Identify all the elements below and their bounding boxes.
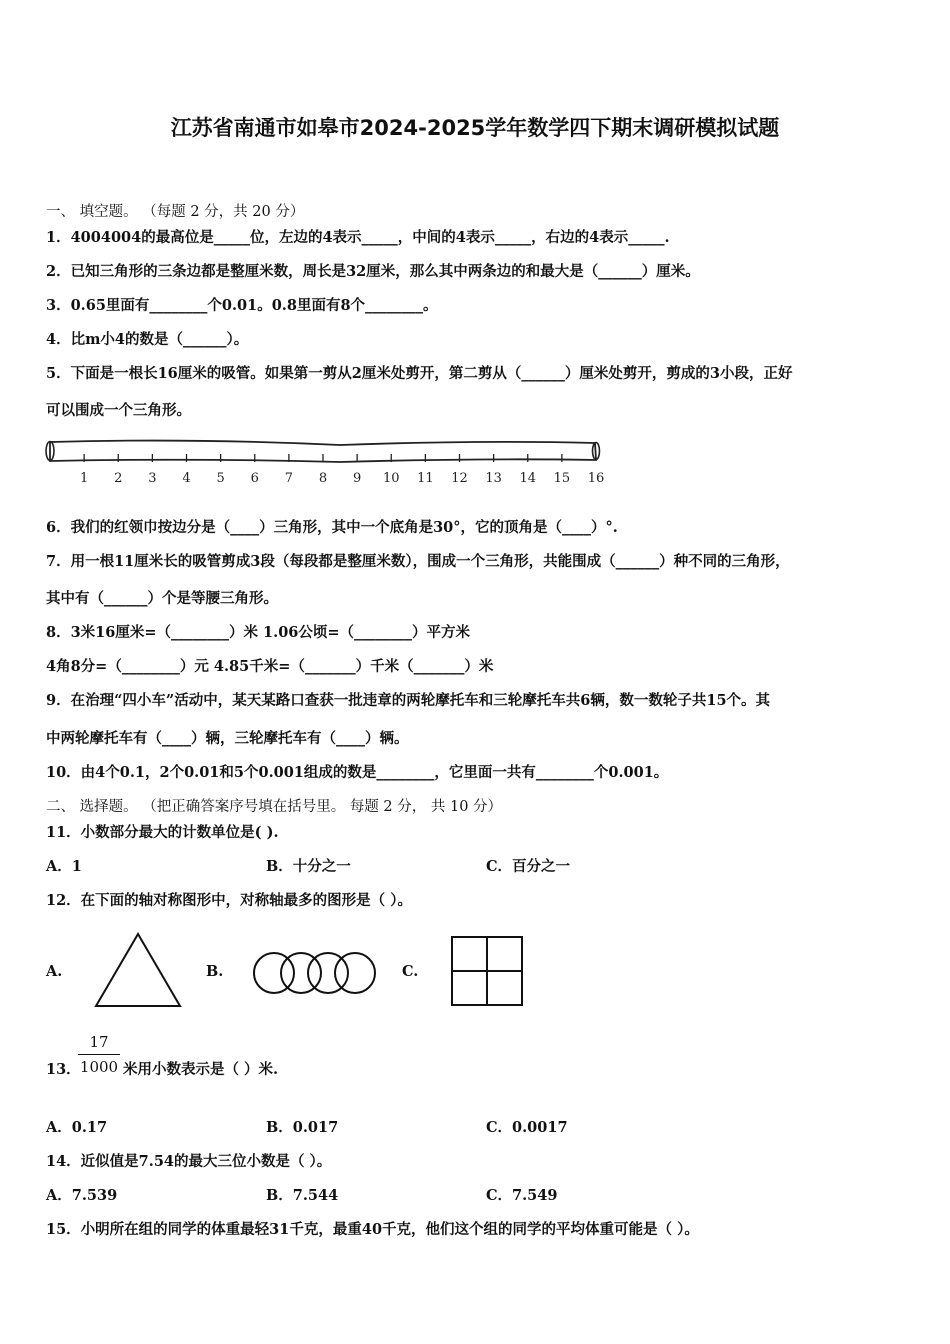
fraction-17-over-1000 xyxy=(78,1032,120,1077)
question-10: 10．由4个0.1，2个0.01和5个0.001组成的数是________，它里面一共有________个0.001。 xyxy=(46,764,669,781)
straw-label-9: 9 xyxy=(352,471,362,486)
fraction-denominator: 1000 xyxy=(79,1058,119,1076)
question-14-stem: 14．近似值是7.54的最大三位小数是（ ）。 xyxy=(46,1153,332,1170)
question-7-line2: 其中有（______）个是等腰三角形。 xyxy=(46,590,278,607)
question-6: 6．我们的红领巾按边分是（____）三角形，其中一个底角是30°，它的顶角是（____）°. xyxy=(46,519,618,536)
question-11-stem: 11．小数部分最大的计数单位是( ). xyxy=(46,824,279,841)
page-title: 江苏省南通市如皋市2024-2025学年数学四下期末调研模拟试题 xyxy=(170,116,780,140)
straw-label-4: 4 xyxy=(182,471,191,486)
triangle-figure xyxy=(92,930,184,1010)
question-5-line1: 5．下面是一根长16厘米的吸管。如果第一剪从2厘米处剪开，第二剪从（______）厘米处剪开，剪成的3小段，正好 xyxy=(46,365,793,382)
straw-label-11: 11 xyxy=(417,471,434,486)
question-9-line2: 中两轮摩托车有（____）辆，三轮摩托车有（____）辆。 xyxy=(46,730,409,747)
question-14-option-c[interactable]: C．7.549 xyxy=(486,1187,558,1204)
question-13-option-b[interactable]: B．0.017 xyxy=(266,1119,339,1136)
question-3: 3．0.65里面有________个0.01。0.8里面有8个________。 xyxy=(46,297,438,314)
straw-label-6: 6 xyxy=(250,471,259,486)
olympic-rings-figure xyxy=(250,948,382,998)
question-13-tail: 米用小数表示是（ ）米. xyxy=(123,1061,279,1078)
straw-label-14: 14 xyxy=(519,471,537,486)
fraction-bar xyxy=(78,1054,120,1055)
question-5-line2: 可以围成一个三角形。 xyxy=(46,402,191,419)
question-2: 2．已知三角形的三条边都是整厘米数，周长是32厘米，那么其中两条边的和最大是（______）厘米。 xyxy=(46,263,700,280)
question-8-line1: 8．3米16厘米=（________）米 1.06公顷=（________）平方米 xyxy=(46,624,471,641)
straw-label-13: 13 xyxy=(485,471,502,486)
question-11-option-c[interactable]: C．百分之一 xyxy=(486,858,571,875)
straw-label-5: 5 xyxy=(216,471,225,486)
section2-header: 二、 选择题。 （把正确答案序号填在括号里。 每题 2 分， 共 10 分） xyxy=(46,799,503,815)
question-12-option-a[interactable]: A. xyxy=(46,963,63,980)
question-15-stem: 15．小明所在组的同学的体重最轻31千克，最重40千克，他们这个组的同学的平均体重可能是（ ）。 xyxy=(46,1221,699,1238)
question-9-line1: 9．在治理“四小车”活动中，某天某路口查获一批违章的两轮摩托车和三轮摩托车共6辆，数一数轮子共15个。其 xyxy=(46,692,771,709)
straw-label-12: 12 xyxy=(451,471,468,486)
question-14-option-a[interactable]: A．7.539 xyxy=(46,1187,118,1204)
straw-label-10: 10 xyxy=(382,471,400,486)
question-8-line2: 4角8分=（________）元 4.85千米=（_______）千米（_______）米 xyxy=(46,658,494,675)
question-1: 1．4004004的最高位是_____位，左边的4表示_____，中间的4表示_____，右边的4表示_____. xyxy=(46,229,670,246)
question-13-option-c[interactable]: C．0.0017 xyxy=(486,1119,568,1136)
question-13-stem: 13． xyxy=(46,1061,81,1078)
straw-label-8: 8 xyxy=(318,471,328,486)
square-grid-figure xyxy=(448,934,526,1008)
question-7-line1: 7．用一根11厘米长的吸管剪成3段（每段都是整厘米数），围成一个三角形，共能围成（______）种不同的三角形， xyxy=(46,553,790,570)
straw-label-3: 3 xyxy=(148,471,157,486)
question-13-option-a[interactable]: A．0.17 xyxy=(46,1119,108,1136)
fraction-numerator: 17 xyxy=(89,1033,109,1051)
question-12-stem: 12．在下面的轴对称图形中，对称轴最多的图形是（ ）。 xyxy=(46,892,412,909)
question-4: 4．比m小4的数是（______）。 xyxy=(46,331,249,348)
straw-ruler-figure xyxy=(40,434,620,494)
straw-label-7: 7 xyxy=(284,471,294,486)
question-12-option-b[interactable]: B. xyxy=(206,963,224,980)
question-14-option-b[interactable]: B．7.544 xyxy=(266,1187,339,1204)
question-12-option-c[interactable]: C. xyxy=(402,963,419,980)
straw-label-2: 2 xyxy=(114,471,123,486)
question-11-option-b[interactable]: B．十分之一 xyxy=(266,858,351,875)
straw-label-1: 1 xyxy=(79,471,89,486)
straw-label-16: 16 xyxy=(587,471,605,486)
section1-header: 一、 填空题。 （每题 2 分，共 20 分） xyxy=(46,204,305,220)
straw-label-15: 15 xyxy=(553,471,571,486)
question-11-option-a[interactable]: A．1 xyxy=(46,858,82,875)
